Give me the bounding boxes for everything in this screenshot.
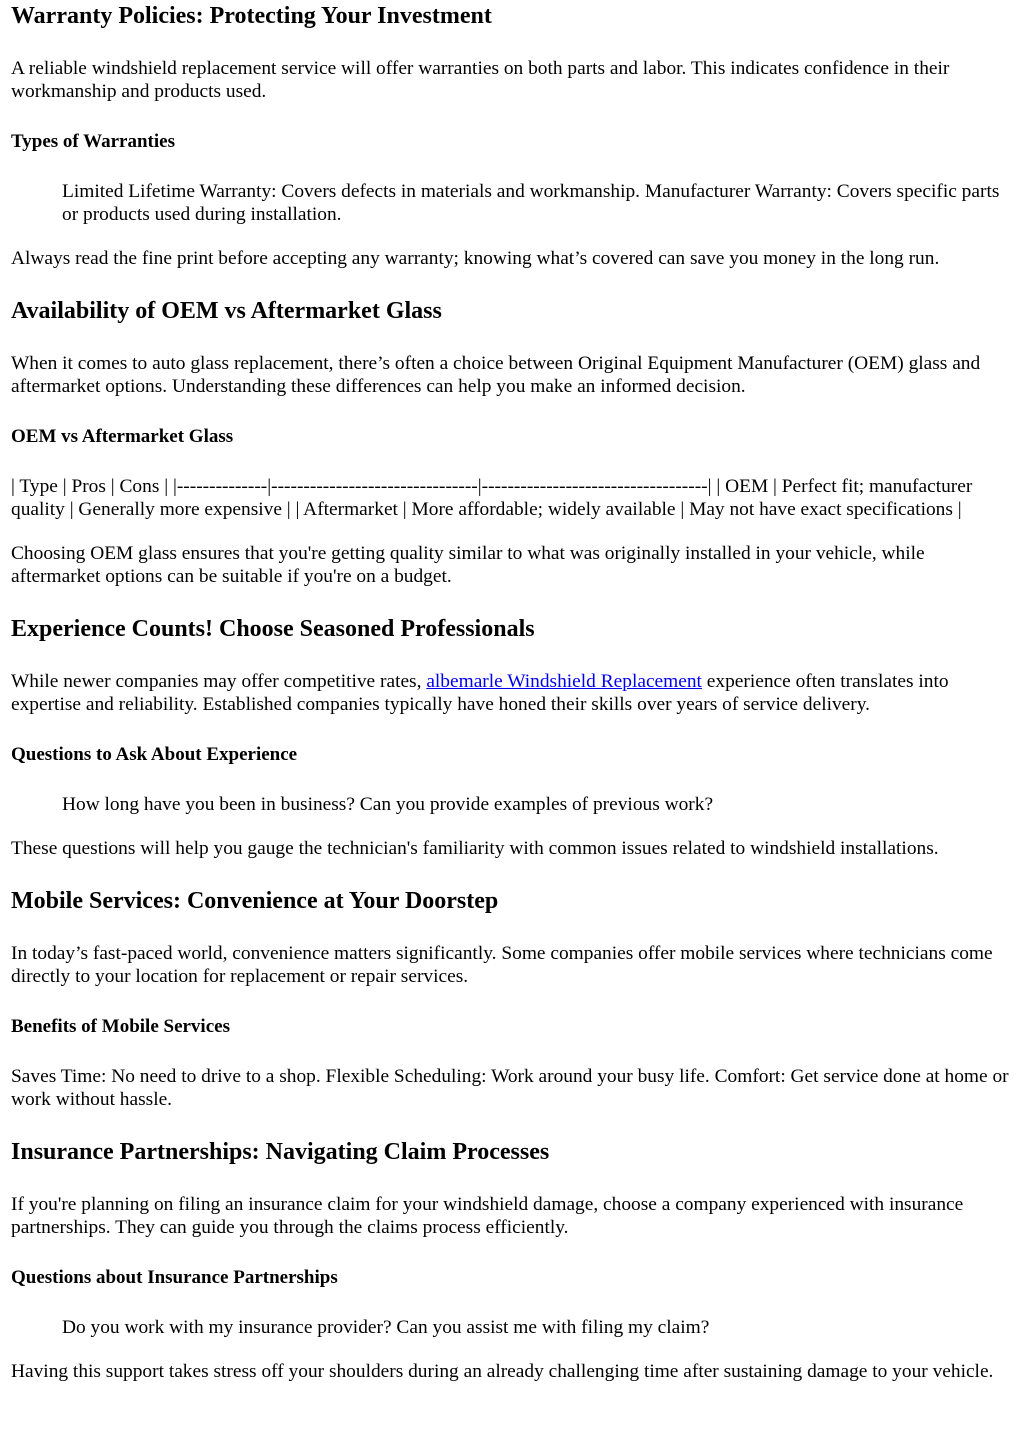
quote-warranty-types: Limited Lifetime Warranty: Covers defects in materials and workmanship. Manufacturer Warranty: Covers specific parts or products used during installation. [62, 181, 1000, 225]
paragraph-mobile-benefits: Saves Time: No need to drive to a shop. Flexible Scheduling: Work around your busy life. Comfort: Get service done at home or work without hassle. [11, 1066, 1009, 1110]
subheading-questions-experience: Questions to Ask About Experience [11, 744, 298, 765]
subheading-benefits-mobile: Benefits of Mobile Services [11, 1016, 230, 1037]
heading-mobile-services: Mobile Services: Convenience at Your Doorstep [11, 888, 499, 914]
paragraph-oem-outro: Choosing OEM glass ensures that you're getting quality similar to what was originally installed in your vehicle, while aftermarket options can be suitable if you're on a budget. [11, 543, 925, 587]
quote-insurance-questions: Do you work with my insurance provider? Can you assist me with filing my claim? [62, 1317, 710, 1338]
heading-warranty-policies: Warranty Policies: Protecting Your Investment [11, 3, 492, 29]
paragraph-oem-intro: When it comes to auto glass replacement, there’s often a choice between Original Equipment Manufacturer (OEM) glass and aftermarket options. Understanding these differences can help you make an informed decision. [11, 353, 981, 397]
paragraph-warranty-outro: Always read the fine print before accepting any warranty; knowing what’s covered can save you money in the long run. [11, 248, 940, 269]
paragraph-oem-table-text: | Type | Pros | Cons | |--------------|--------------------------------|-----------------------------------| | OEM | Perfect fit; manufacturer quality | Generally more expensive | | Aftermarket | More affordable; widely available | May not have exact specifications | [11, 476, 973, 520]
experience-intro-before: While newer companies may offer competitive rates, [11, 671, 427, 692]
heading-experience-counts: Experience Counts! Choose Seasoned Professionals [11, 616, 535, 642]
albemarle-windshield-replacement-link[interactable]: albemarle Windshield Replacement [426, 671, 702, 692]
paragraph-warranty-intro: A reliable windshield replacement service will offer warranties on both parts and labor. This indicates confidence in their workmanship and products used. [11, 58, 950, 102]
paragraph-insurance-outro: Having this support takes stress off your shoulders during an already challenging time after sustaining damage to your vehicle. [11, 1361, 994, 1382]
paragraph-experience-intro [11, 670, 1013, 716]
experience-intro-after: experience often translates into expertise and reliability. Established companies typically have honed their skills over years of service delivery. [11, 671, 949, 715]
heading-insurance-partnerships: Insurance Partnerships: Navigating Claim Processes [11, 1139, 550, 1165]
paragraph-experience-outro: These questions will help you gauge the technician's familiarity with common issues related to windshield installations. [11, 838, 939, 859]
subheading-questions-insurance: Questions about Insurance Partnerships [11, 1267, 338, 1288]
heading-oem-vs-aftermarket: Availability of OEM vs Aftermarket Glass [11, 298, 442, 324]
paragraph-insurance-intro: If you're planning on filing an insurance claim for your windshield damage, choose a company experienced with insurance partnerships. They can guide you through the claims process efficiently. [11, 1194, 964, 1238]
subheading-types-of-warranties: Types of Warranties [11, 131, 175, 152]
quote-experience-questions: How long have you been in business? Can you provide examples of previous work? [62, 794, 714, 815]
subheading-oem-vs-aftermarket-glass: OEM vs Aftermarket Glass [11, 426, 234, 447]
paragraph-mobile-intro: In today’s fast-paced world, convenience matters significantly. Some companies offer mobile services where technicians come directly to your location for replacement or repair services. [11, 943, 993, 987]
